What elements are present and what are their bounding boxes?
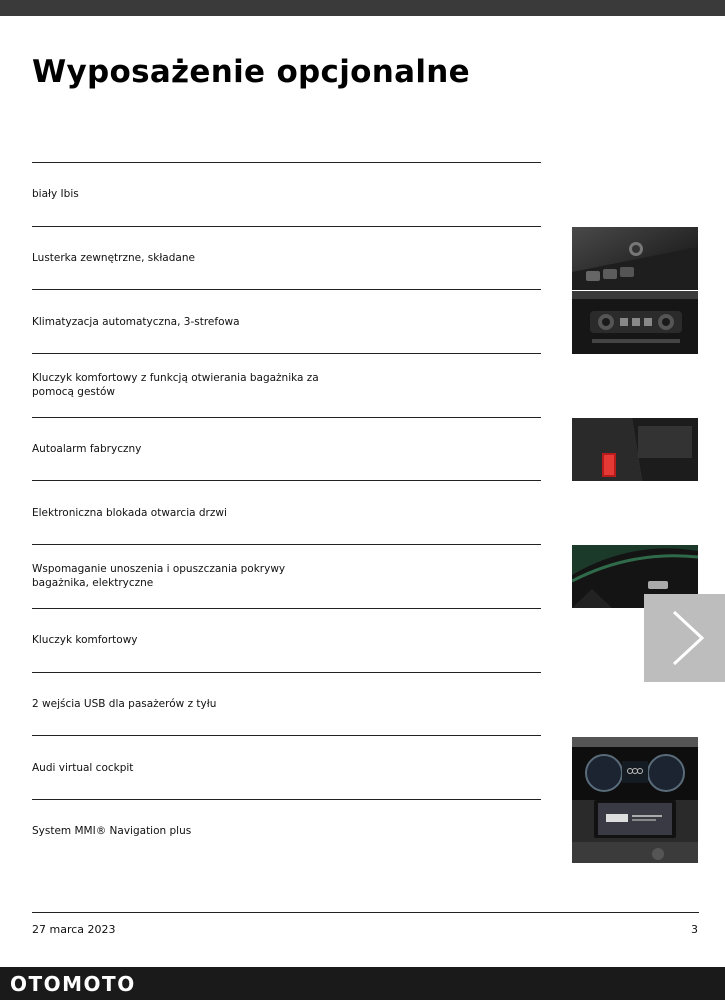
- list-item: [32, 162, 541, 226]
- item-label: Kluczyk komfortowy z funkcją otwierania bagażnika za pomocą gestów: [32, 372, 319, 399]
- mirror-controls-image: [572, 227, 698, 290]
- item-label: Audi virtual cockpit: [32, 761, 134, 774]
- item-label: Elektroniczna blokada otwarcia drzwi: [32, 506, 227, 519]
- item-label: biały Ibis: [32, 188, 79, 201]
- footer-date: 27 marca 2023: [32, 923, 116, 936]
- list-item: [32, 417, 541, 481]
- bottom-bar: [0, 967, 725, 1000]
- page-title: Wyposażenie opcjonalne: [32, 54, 470, 90]
- virtual-cockpit-image: [572, 737, 698, 800]
- item-label: Lusterka zewnętrzne, składane: [32, 252, 195, 265]
- list-item: [32, 544, 541, 608]
- door-alarm-image: [572, 418, 698, 481]
- list-item: [32, 672, 541, 736]
- item-label: Klimatyzacja automatyczna, 3-strefowa: [32, 315, 240, 328]
- top-bar: [0, 0, 725, 16]
- list-item: [32, 799, 541, 863]
- list-item: [32, 226, 541, 290]
- climate-control-image: [572, 291, 698, 354]
- equipment-list: [32, 162, 541, 863]
- item-label: Kluczyk komfortowy: [32, 634, 138, 647]
- page-number: 3: [691, 923, 698, 936]
- next-slide-button[interactable]: [644, 594, 725, 682]
- list-item: [32, 480, 541, 544]
- item-label: Wspomaganie unoszenia i opuszczania pokrywy bagażnika, elektryczne: [32, 563, 286, 590]
- list-item: [32, 289, 541, 353]
- item-label: Autoalarm fabryczny: [32, 443, 142, 456]
- footer-divider: [32, 912, 699, 913]
- list-item: [32, 735, 541, 799]
- list-item: [32, 608, 541, 672]
- brand-logo: OTOMOTO: [10, 972, 136, 996]
- list-item: [32, 353, 541, 417]
- item-label: System MMI® Navigation plus: [32, 825, 192, 838]
- item-label: 2 wejścia USB dla pasażerów z tyłu: [32, 697, 217, 710]
- mmi-navigation-image: [572, 800, 698, 863]
- chevron-right-icon: [644, 594, 725, 682]
